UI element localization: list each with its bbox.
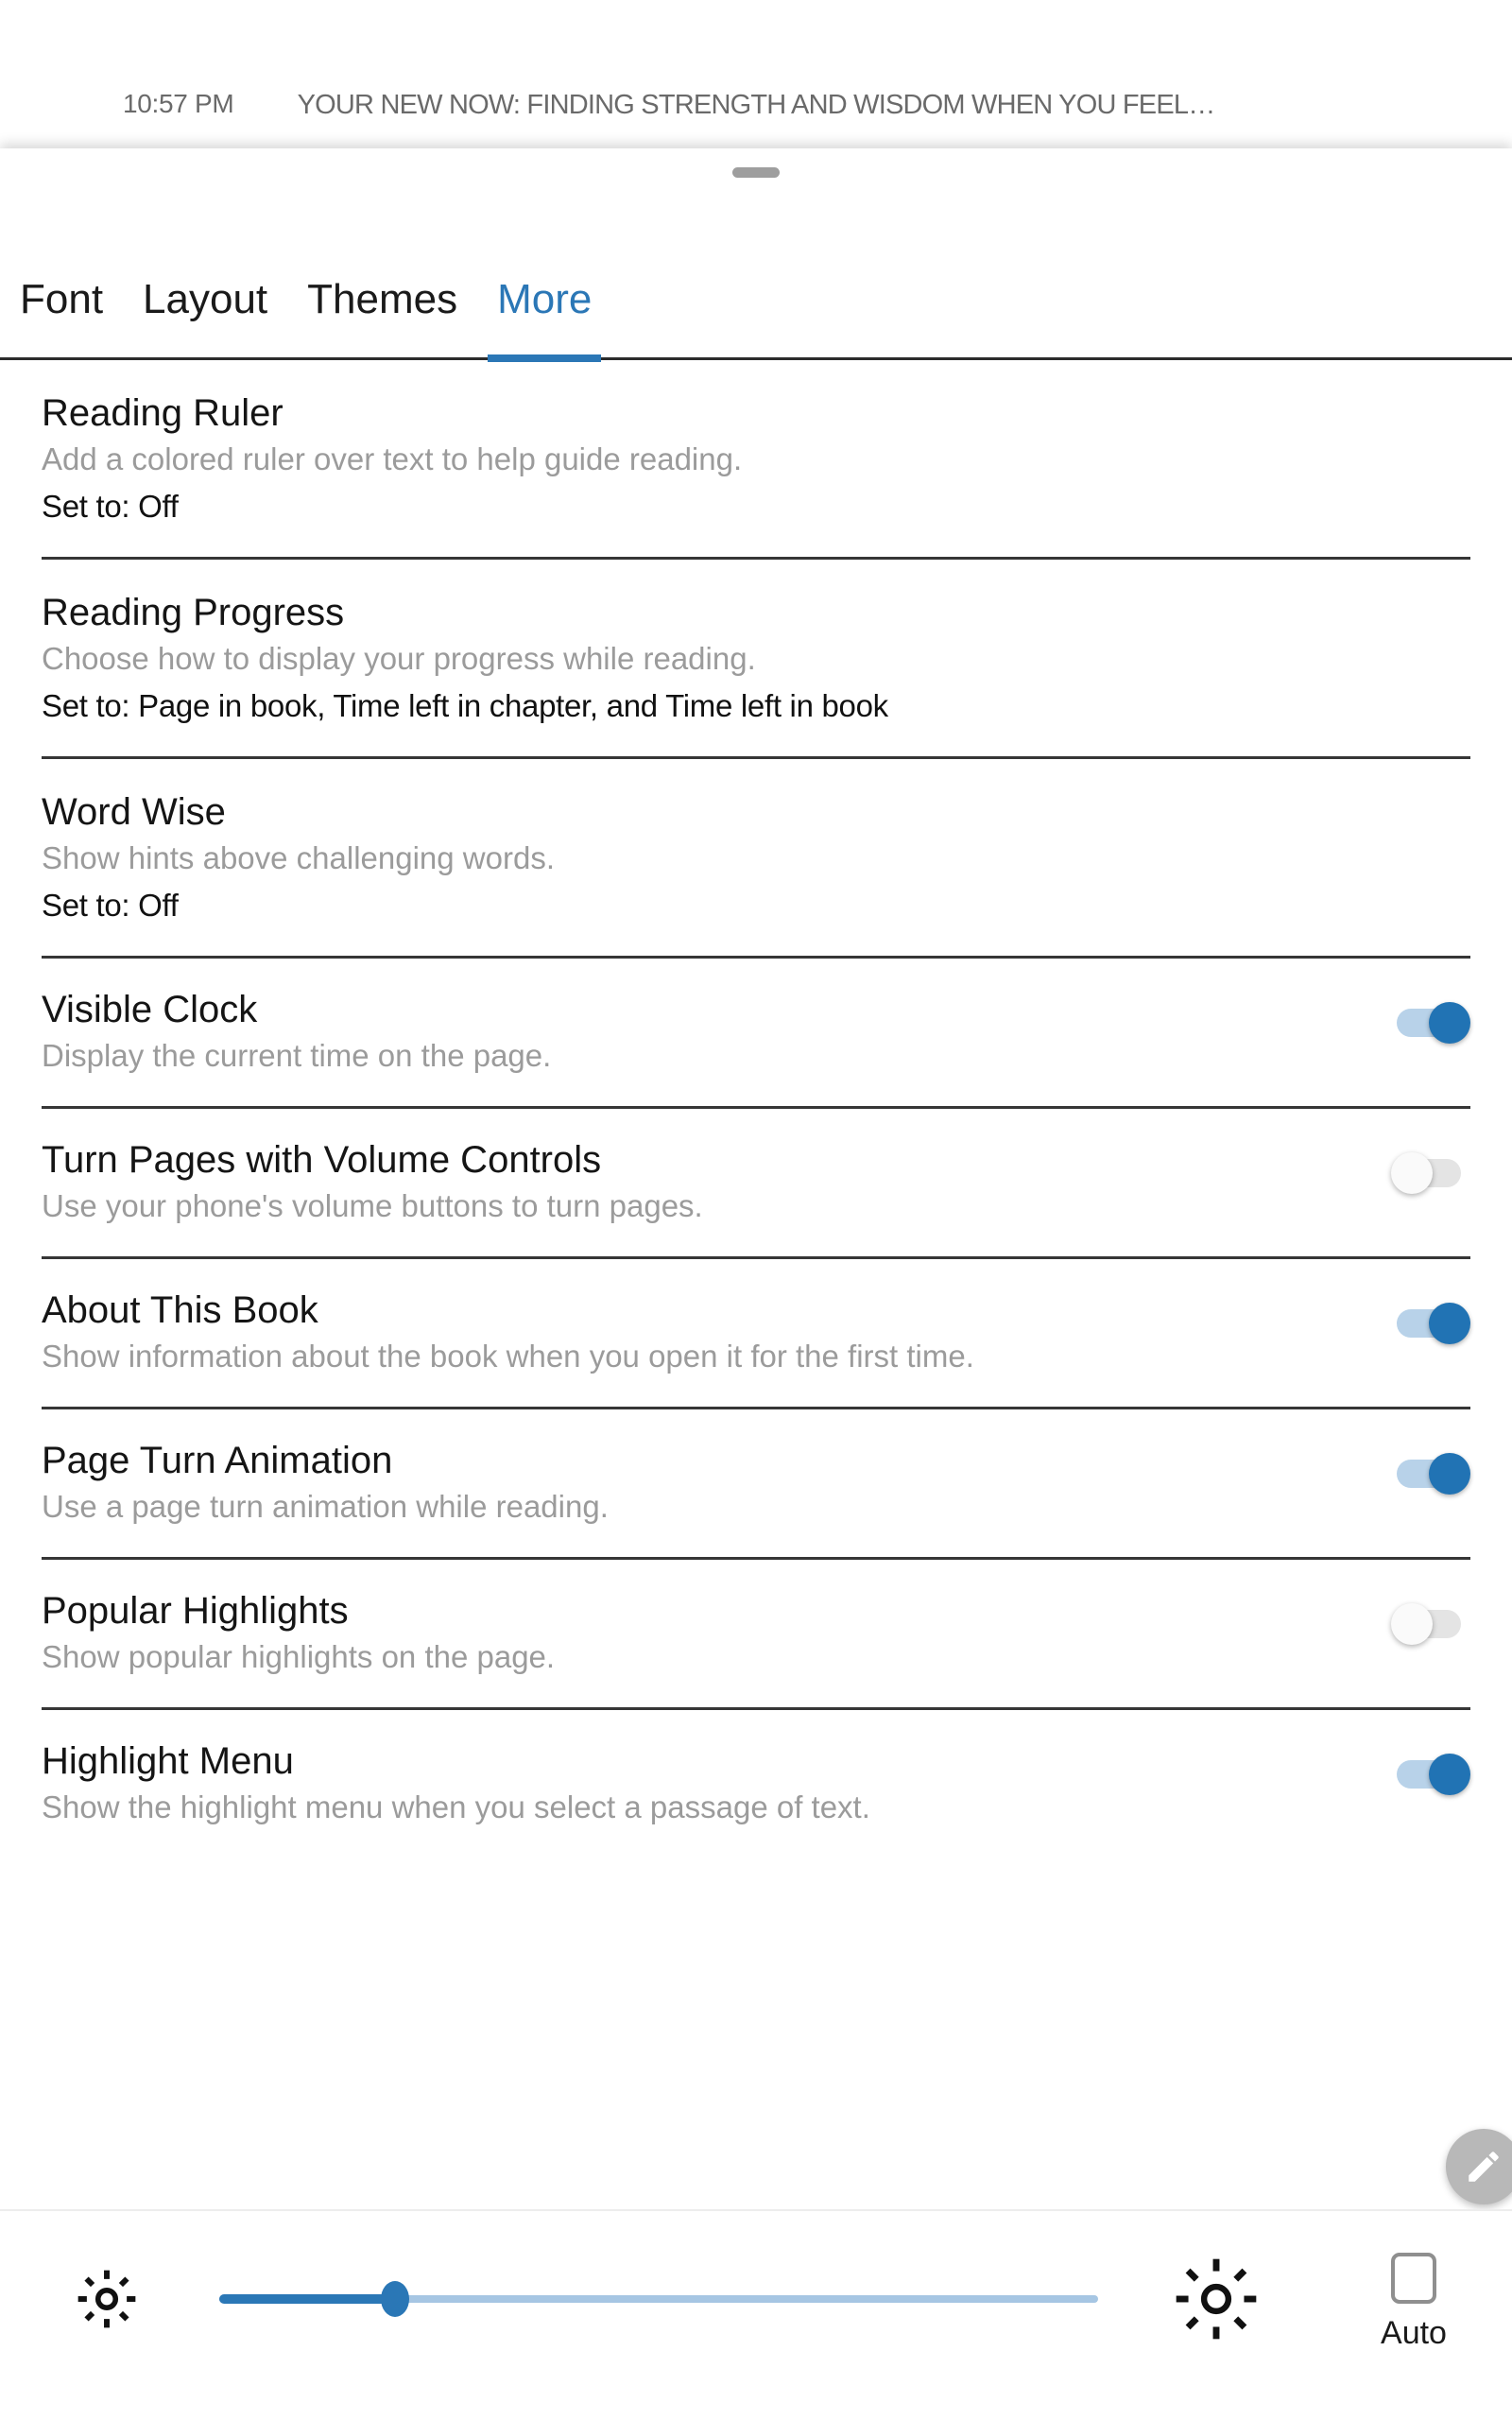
brightness-high-sun-icon [1173,2256,1260,2342]
setting-description: Show information about the book when you open it for the first time. [42,1339,974,1374]
brightness-slider[interactable] [219,2281,1098,2317]
setting-row [42,959,1470,1109]
edit-fab-button[interactable] [1446,2129,1512,2204]
brightness-slider-thumb[interactable] [381,2281,409,2317]
setting-title: Word Wise [42,791,226,833]
setting-title: Highlight Menu [42,1740,294,1782]
setting-description: Choose how to display your progress while reading. [42,641,756,676]
toggle-thumb [1391,1603,1433,1645]
setting-description: Show the highlight menu when you select a passage of text. [42,1789,870,1824]
setting-current-value: Set to: Page in book, Time left in chapter, and Time left in book [42,688,888,723]
tab-layout[interactable]: Layout [143,276,268,322]
brightness-low-sun-icon [76,2268,138,2330]
settings-bottom-sheet [0,148,1512,2420]
tab-more[interactable]: More [497,276,592,357]
setting-row [42,1560,1470,1710]
status-bar [0,0,1512,148]
toggle-thumb [1429,1303,1470,1344]
toggle-thumb [1429,1002,1470,1044]
setting-title: About This Book [42,1289,318,1331]
pencil-edit-icon [1464,2147,1503,2187]
brightness-bar [0,2209,1512,2420]
tab-bar [0,276,1512,360]
settings-list [0,360,1512,1858]
toggle-thumb [1429,1754,1470,1795]
setting-description: Show popular highlights on the page. [42,1639,556,1674]
setting-title: Reading Ruler [42,392,284,434]
setting-current-value: Set to: Off [42,489,179,524]
brightness-slider-fill [219,2294,395,2304]
setting-description: Display the current time on the page. [42,1038,552,1073]
book-title: YOUR NEW NOW: FINDING STRENGTH AND WISDOM WHEN YOU FEEL… [297,90,1215,120]
auto-brightness-control[interactable] [1366,2253,1461,2352]
toggle-switch[interactable] [1397,1453,1470,1495]
setting-description: Show hints above challenging words. [42,840,556,875]
toggle-switch[interactable] [1397,1002,1470,1044]
setting-current-value: Set to: Off [42,888,179,923]
toggle-switch[interactable] [1397,1152,1470,1194]
setting-row [42,1109,1470,1259]
setting-title: Visible Clock [42,989,258,1030]
setting-row [42,1259,1470,1409]
toggle-switch[interactable] [1397,1303,1470,1344]
toggle-thumb [1391,1152,1433,1194]
tab-themes[interactable]: Themes [307,276,458,322]
setting-row[interactable] [42,360,1470,560]
setting-row [42,1710,1470,1858]
toggle-thumb [1429,1453,1470,1495]
setting-row [42,1409,1470,1560]
setting-description: Use a page turn animation while reading. [42,1489,609,1524]
setting-title: Popular Highlights [42,1590,349,1632]
setting-description: Add a colored ruler over text to help guide reading. [42,441,743,476]
setting-row[interactable] [42,560,1470,759]
tab-font[interactable]: Font [20,276,104,322]
setting-row[interactable] [42,759,1470,959]
clock-time: 10:57 PM [123,89,234,118]
setting-title: Turn Pages with Volume Controls [42,1139,602,1181]
setting-title: Page Turn Animation [42,1440,393,1481]
toggle-switch[interactable] [1397,1603,1470,1645]
auto-brightness-label: Auto [1381,2315,1447,2351]
setting-title: Reading Progress [42,592,345,633]
auto-brightness-checkbox[interactable] [1391,2253,1436,2304]
drag-handle[interactable] [732,167,780,178]
setting-description: Use your phone's volume buttons to turn pages. [42,1188,703,1223]
toggle-switch[interactable] [1397,1754,1470,1795]
